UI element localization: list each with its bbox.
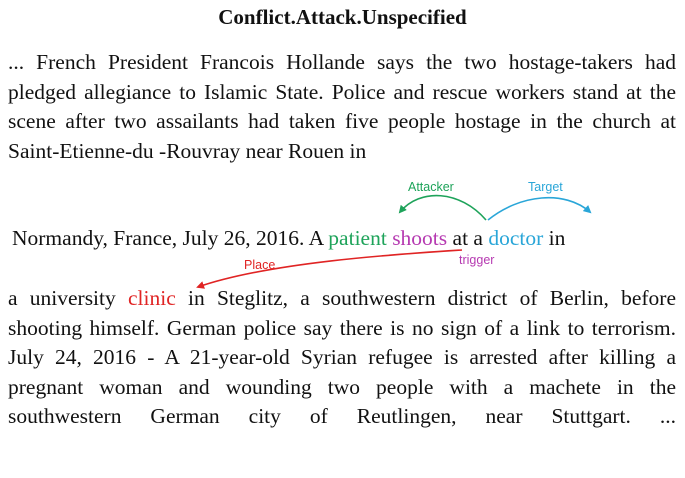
place-label: Place	[244, 258, 276, 272]
continuation-rest: in Steglitz, a southwestern district of Berlin, before shooting himself. German police say there is no sign of a link to terrorism. July 24, 2016 - A 21-year-old Syrian refugee is arrested after killing a pregnant woman and wounding two people with a machete in the southwestern German city of Reutlingen, near Stuttgart. ...	[8, 286, 676, 428]
attacker-argument: patient	[328, 226, 387, 250]
event-trigger: shoots	[392, 226, 448, 250]
sentence-middle: at a	[447, 226, 489, 250]
target-label: Target	[528, 180, 563, 194]
target-argument: doctor	[488, 226, 544, 250]
sentence-suffix: in	[543, 226, 566, 250]
attacker-arrow	[400, 196, 486, 220]
attacker-label: Attacker	[408, 180, 454, 194]
context-paragraph-before: ... French President Francois Hollande says the two hostage-takers had pledged allegiance to Islamic State. Police and rescue workers stand at the scene after two assailants had taken five people hostage in the church at Saint-Etienne-du -Rouvray near Rouen in	[8, 50, 676, 163]
trigger-label: trigger	[459, 253, 495, 267]
context-paragraph-after	[8, 284, 676, 432]
sentence-prefix: Normandy, France, July 26, 2016. A	[12, 226, 329, 250]
event-type-title: Conflict.Attack.Unspecified	[218, 5, 467, 29]
place-arrow	[198, 250, 462, 287]
target-arrow	[488, 198, 590, 220]
annotated-sentence	[12, 224, 565, 254]
continuation-prefix: a university	[8, 286, 128, 310]
place-argument: clinic	[128, 286, 176, 310]
